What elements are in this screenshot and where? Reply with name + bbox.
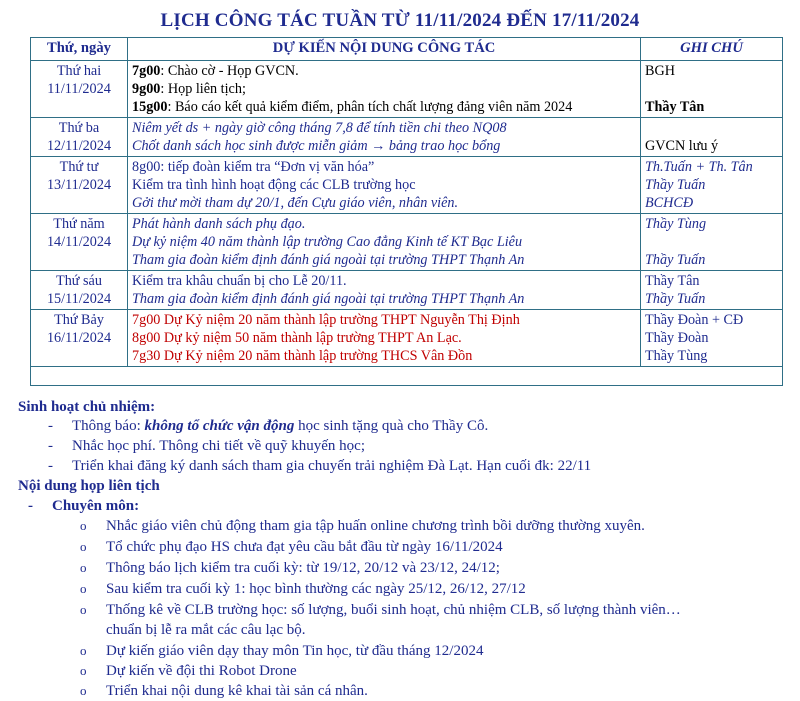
content-line: Tham gia đoàn kiểm định đánh giá ngoài tại trường THPT Thạnh An	[132, 291, 525, 307]
content-line: Niêm yết ds + ngày giờ công tháng 7,8 để tính tiền chi theo NQ08	[132, 120, 507, 136]
note-line: Thầy Tuấn	[645, 177, 706, 193]
section-title-meeting: Nội dung họp liên tịch	[18, 478, 160, 494]
note-line: Thầy Tân	[645, 99, 705, 115]
bullet-marker: o	[80, 683, 87, 698]
item-text: Dự kiến giáo viên dạy thay môn Tin học, từ đầu tháng 12/2024	[106, 643, 484, 659]
day-cell	[31, 271, 128, 310]
content-line: 7g00 Dự Kỷ niệm 20 năm thành lập trường THPT Nguyễn Thị Định	[132, 312, 520, 328]
content-line: 7g30 Dự Kỷ niệm 20 năm thành lập trường THCS Vân Đồn	[132, 348, 473, 364]
content-cell	[128, 61, 641, 118]
content-line: Kiểm tra tình hình hoạt động các CLB trường học	[132, 177, 416, 193]
note-line: Thầy Đoàn + CĐ	[645, 312, 744, 328]
day-date: 14/11/2024	[46, 234, 112, 250]
bullet-marker: o	[80, 581, 87, 596]
empty-row	[31, 367, 783, 386]
day-date: 12/11/2024	[46, 138, 112, 154]
table-row	[31, 271, 783, 310]
note-line: Thầy Tuấn	[645, 291, 706, 307]
item-text: Nhắc giáo viên chủ động tham gia tập huấn online chương trình bồi dưỡng thường xuyên.	[106, 518, 645, 534]
day-cell	[31, 157, 128, 214]
content-line: 8g00 Dự kỷ niệm 50 năm thành lập trường THPT An Lạc.	[132, 330, 462, 346]
note-line: BCHCĐ	[645, 195, 694, 211]
header-note: GHI CHÚ	[641, 38, 783, 61]
item-text: Triển khai đăng ký danh sách tham gia chuyến trải nghiệm Đà Lạt. Hạn cuối đk: 22/11	[72, 458, 592, 474]
content-line: : Báo cáo kết quả kiểm điểm, phân tích chất lượng đảng viên năm 2024	[167, 99, 573, 115]
content-line: Dự kỷ niệm 40 năm thành lập trường Cao đẳng Kinh tế KT Bạc Liêu	[132, 234, 523, 250]
content-cell	[128, 271, 641, 310]
dash-marker: -	[48, 458, 53, 474]
bullet-marker: o	[80, 518, 87, 533]
item-text: Thông báo lịch kiểm tra cuối kỳ: từ 19/12, 20/12 và 23/12, 24/12;	[106, 560, 500, 576]
item-text: chuẩn bị lễ ra mắt các câu lạc bộ.	[106, 622, 306, 638]
time-label: 7g00	[132, 63, 161, 79]
note-line: Thầy Tuấn	[645, 252, 706, 268]
bullet-marker: o	[80, 663, 87, 678]
note-cell	[641, 61, 783, 118]
note-cell	[641, 214, 783, 271]
item-text: học sinh tặng quà cho Thầy Cô.	[294, 418, 489, 434]
day-cell	[31, 118, 128, 157]
header-row	[31, 38, 783, 61]
day-date: 11/11/2024	[47, 81, 111, 97]
day-name: Thứ sáu	[56, 273, 102, 289]
item-text: Dự kiến về đội thi Robot Drone	[106, 663, 297, 679]
table-row	[31, 310, 783, 367]
item-text: Nhắc học phí. Thông chi tiết về quỹ khuyến học;	[72, 438, 365, 454]
content-line: : Chào cờ - Họp GVCN.	[160, 63, 299, 79]
note-line: BGH	[645, 63, 675, 79]
content-cell	[128, 157, 641, 214]
bullet-marker: o	[80, 539, 87, 554]
item-text: Thông báo:	[72, 418, 145, 434]
table-row	[31, 214, 783, 271]
item-text: Thống kê về CLB trường học: số lượng, buổi sinh hoạt, chủ nhiệm CLB, số lượng thành viên…	[106, 602, 681, 618]
day-name: Thứ ba	[58, 120, 100, 136]
content-line: Chốt danh sách học sinh được miễn giảm → bảng trao học bổng	[132, 138, 501, 154]
note-cell	[641, 157, 783, 214]
header-day: Thứ, ngày	[31, 38, 128, 61]
table-row	[31, 61, 783, 118]
day-date: 15/11/2024	[46, 291, 112, 307]
content-line: Kiểm tra khâu chuẩn bị cho Lễ 20/11.	[132, 273, 347, 289]
item-text: Tổ chức phụ đạo HS chưa đạt yêu cầu bắt đầu từ ngày 16/11/2024	[106, 539, 503, 555]
dash-marker: -	[48, 438, 53, 454]
content-line: Tham gia đoàn kiểm định đánh giá ngoài tại trường THPT Thạnh An	[132, 252, 525, 268]
note-cell	[641, 310, 783, 367]
content-cell	[128, 310, 641, 367]
note-line: GVCN lưu ý	[645, 138, 719, 154]
note-line: Thầy Tùng	[645, 348, 708, 364]
dash-marker: -	[48, 418, 53, 434]
dash-marker: -	[28, 498, 33, 514]
content-line: Gởi thư mời tham dự 20/1, đến Cựu giáo viên, nhân viên.	[132, 195, 459, 211]
page-title: LỊCH CÔNG TÁC TUẦN TỪ 11/11/2024 ĐẾN 17/11/2024	[160, 10, 640, 31]
content-cell	[128, 214, 641, 271]
content-line: : Họp liên tịch;	[160, 81, 246, 97]
item-emphasis: không tổ chức vận động	[144, 418, 295, 434]
note-line: Thầy Tùng	[645, 216, 707, 232]
header-content: DỰ KIẾN NỘI DUNG CÔNG TÁC	[128, 38, 641, 61]
day-date: 13/11/2024	[46, 177, 112, 193]
day-name: Thứ năm	[53, 216, 105, 232]
item-text: Triển khai nội dung kê khai tài sản cá nhân.	[106, 683, 368, 699]
table-row	[31, 118, 783, 157]
day-name: Thứ Bảy	[54, 312, 104, 328]
bullet-marker: o	[80, 643, 87, 658]
bullet-marker: o	[80, 560, 87, 575]
day-cell	[31, 214, 128, 271]
schedule-table	[30, 37, 783, 386]
content-line: 8g00: tiếp đoàn kiểm tra “Đơn vị văn hóa”	[132, 159, 375, 175]
time-label: 9g00	[132, 81, 161, 97]
note-cell	[641, 118, 783, 157]
section-title-homeroom: Sinh hoạt chủ nhiệm:	[18, 399, 156, 415]
content-cell	[128, 118, 641, 157]
note-line: Th.Tuấn + Th. Tân	[645, 159, 753, 175]
bullet-marker: o	[80, 602, 87, 617]
time-label: 15g00	[132, 99, 168, 115]
table-row	[31, 157, 783, 214]
note-cell	[641, 271, 783, 310]
item-text: Sau kiểm tra cuối kỳ 1: học bình thường các ngày 25/12, 26/12, 27/12	[106, 581, 526, 597]
subsection-title: Chuyên môn:	[52, 498, 140, 514]
note-line: Thầy Tân	[645, 273, 700, 289]
day-cell	[31, 61, 128, 118]
empty-cell	[31, 367, 783, 386]
day-cell	[31, 310, 128, 367]
day-name: Thứ hai	[56, 63, 102, 79]
note-line: Thầy Đoàn	[645, 330, 709, 346]
content-line: Phát hành danh sách phụ đạo.	[132, 216, 306, 232]
day-name: Thứ tư	[59, 159, 99, 175]
day-date: 16/11/2024	[46, 330, 112, 346]
